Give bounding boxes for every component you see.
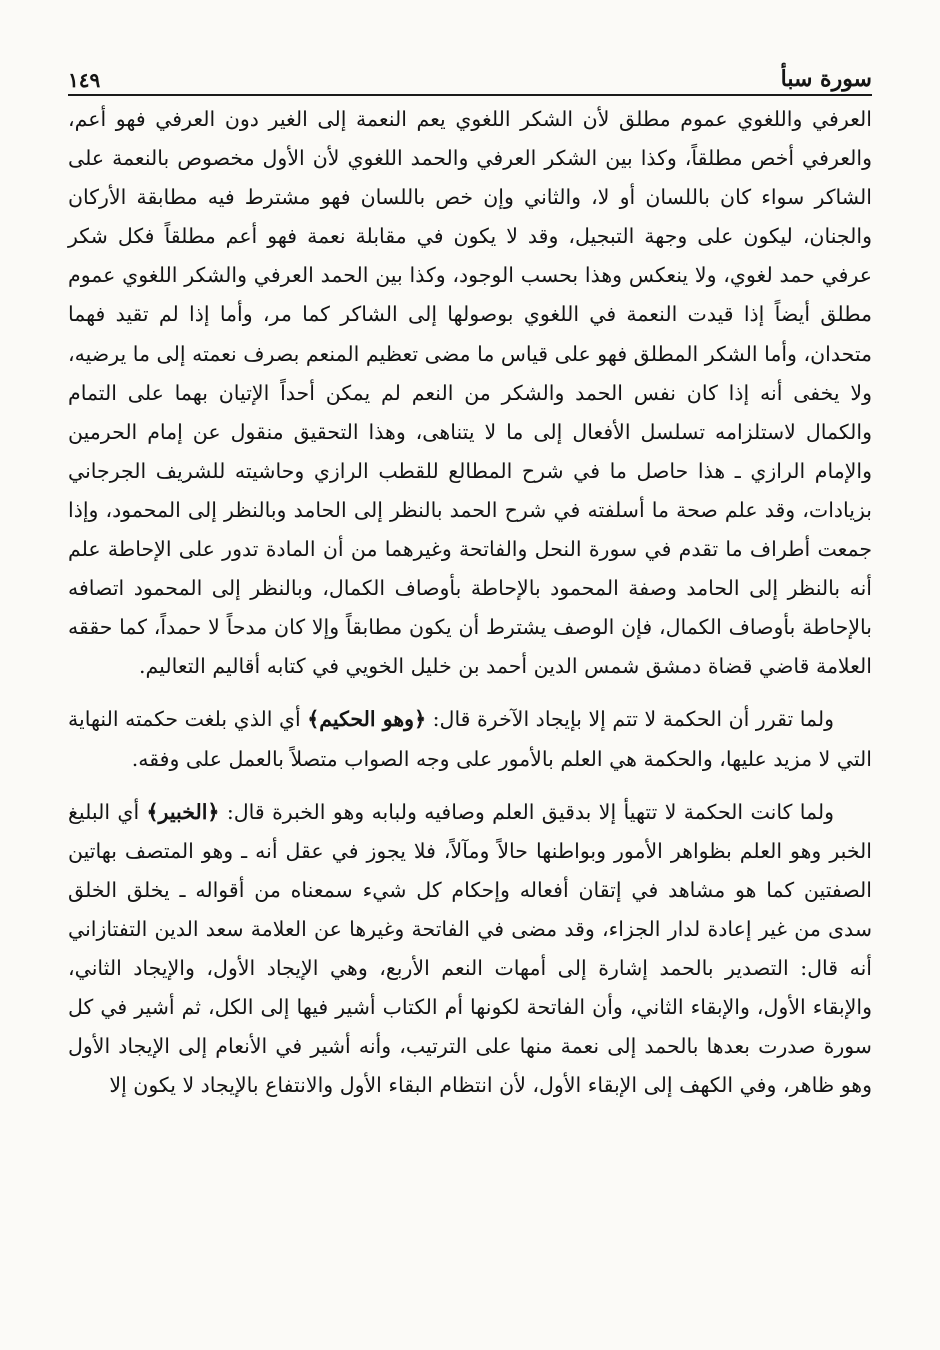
paragraph-3-lead: ولما كانت الحكمة لا تتهيأ إلا بدقيق العلم وصافيه ولبابه وهو الخبرة قال: [219,799,834,824]
page-header [68,52,872,92]
page-number: ١٤٩ [68,68,101,92]
quran-quote-al-hakim: ﴿وهو الحكيم﴾ [307,707,427,732]
paragraph-2-lead: ولما تقرر أن الحكمة لا تتم إلا بإيجاد الآخرة قال: [426,707,834,732]
paragraph-2-rest: أي الذي بلغت حكمته النهاية التي لا مزيد عليها، والحكمة هي العلم بالأمور على وجه الصواب متصلاً بالعمل على وفقه. [68,707,872,771]
paragraph-2 [68,700,872,778]
running-title: سورة سبأ [780,66,872,92]
page-body [68,100,872,1105]
paragraph-3 [68,793,872,1106]
quran-quote-al-khabir: ﴿الخبير﴾ [146,799,220,824]
paragraph-3-rest: أي البليغ الخبر وهو العلم بظواهر الأمور وبواطنها حالاً ومآلاً، فلا يجوز في عقل أنه ـ وهو المتصف بهاتين الصفتين كما هو مشاهد في إتقان أفعاله وإحكام كل شيء سمعناه من أقواله ـ يخلق الخلق سدى من غير إعادة لدار الجزاء، وقد مضى في الفاتحة وغيرها عن العلامة سعد الدين التفتازاني أنه قال: التصدير بالحمد إشارة إلى أمهات النعم الأربع، وهي الإيجاد الأول، والإيجاد الثاني، والإبقاء الأول، والإبقاء الثاني، وأن الفاتحة لكونها أم الكتاب أشير فيها إلى الكل، ثم أشير في كل سورة صدرت بعدها بالحمد إلى نعمة منها على الترتيب، وأنه أشير في الأنعام إلى الإيجاد الأول وهو ظاهر، وفي الكهف إلى الإبقاء الأول، لأن انتظام البقاء الأول والانتفاع بالإيجاد لا يكون إلا [68,799,872,1098]
header-rule [68,94,872,96]
paragraph-1: العرفي واللغوي عموم مطلق لأن الشكر اللغوي يعم النعمة إلى الغير دون العرفي فهو أعم، والعرفي أخص مطلقاً، وكذا بين الشكر العرفي والحمد اللغوي لأن الأول مخصوص بالنعمة على الشاكر سواء كان باللسان أو لا، والثاني وإن خص باللسان فهو مشترط فيه مطابقة الأركان والجنان، ليكون على وجهة التبجيل، وقد لا يكون في مقابلة نعمة فهو أعم مطلقاً فكل شكر عرفي حمد لغوي، ولا ينعكس وهذا بحسب الوجود، وكذا بين الحمد العرفي والشكر اللغوي عموم مطلق أيضاً إذا قيدت النعمة في اللغوي بوصولها إلى الشاكر كما مر، وأما إذا لم تقيد فهما متحدان، وأما الشكر المطلق فهو على قياس ما مضى تعظيم المنعم بصرف نعمته إلى ما يرضيه، ولا يخفى أنه إذا كان نفس الحمد والشكر من النعم لم يمكن أحداً الإتيان بهما على التمام والكمال لاستلزامه تسلسل الأفعال إلى ما لا يتناهى، وهذا التحقيق منقول عن إمام الحرمين والإمام الرازي ـ هذا حاصل ما في شرح المطالع للقطب الرازي وحاشيته للشريف الجرجاني بزيادات، وقد علم صحة ما أسلفته في شرح الحمد بالنظر إلى الحامد وبالنظر إلى المحمود، وإذا جمعت أطراف ما تقدم في سورة النحل والفاتحة وغيرهما من أن المادة تدور على الإحاطة علم أنه بالنظر إلى الحامد وصفة المحمود بالإحاطة بأوصاف الكمال، وبالنظر إلى المحمود اتصافه بالإحاطة بأوصاف الكمال، فإن الوصف يشترط أن يكون مطابقاً وإلا كان مدحاً لا حمداً، كما حققه العلامة قاضي قضاة دمشق شمس الدين أحمد بن خليل الخويي في كتابه أقاليم التعاليم. [68,107,872,679]
